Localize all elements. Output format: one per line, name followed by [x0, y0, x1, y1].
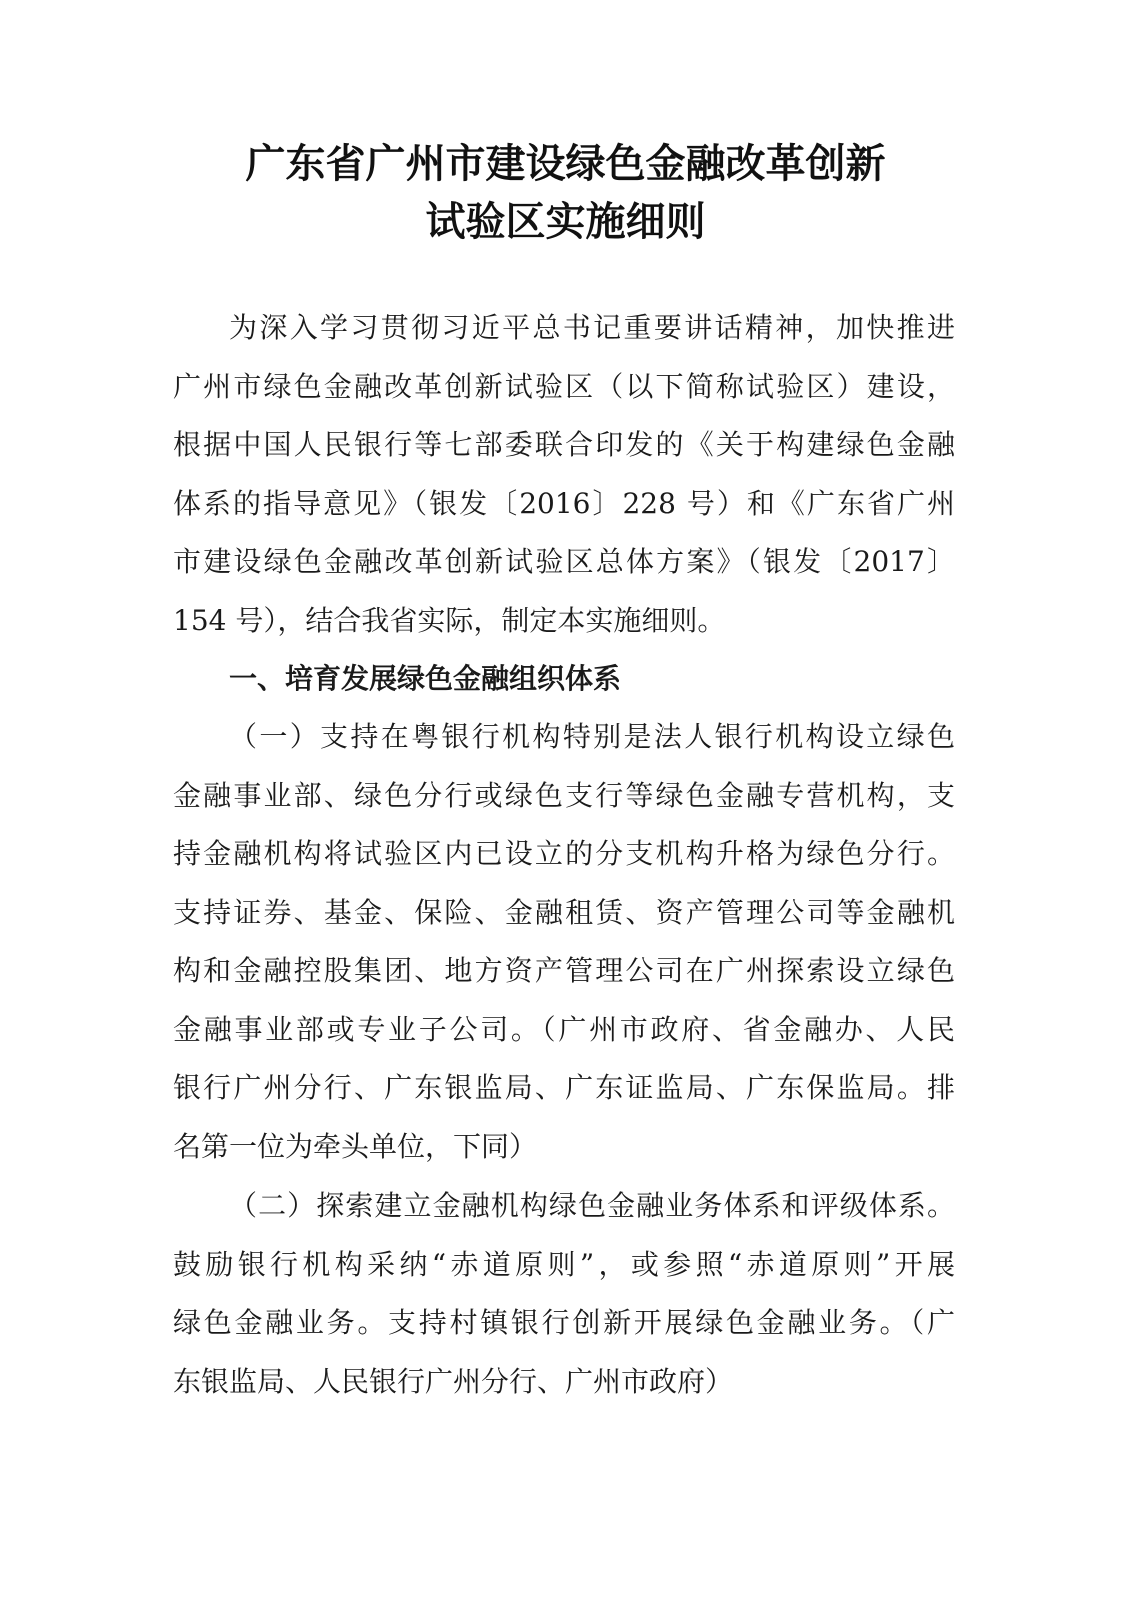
intro-paragraph — [173, 299, 955, 650]
document-title-line-1: 广东省广州市建设绿色金融改革创新 — [245, 140, 886, 187]
section-1-heading: 一、培育发展绿色金融组织体系 — [229, 662, 622, 695]
item-1-line: 持金融机构将试验区内已设立的分支机构升格为绿色分行。 — [173, 837, 955, 870]
document-title-line-2: 试验区实施细则 — [425, 198, 706, 245]
section-1-item-2 — [173, 1177, 955, 1411]
item-1-line: 金融事业部或专业子公司。（广州市政府、省金融办、人民 — [173, 1012, 955, 1046]
section-1-item-1 — [173, 708, 955, 1176]
intro-line: 根据中国人民银行等七部委联合印发的《关于构建绿色金融 — [173, 428, 955, 461]
item-1-line: 构和金融控股集团、地方资产管理公司在广州探索设立绿色 — [173, 954, 955, 987]
section-1-heading-block — [173, 650, 955, 709]
intro-line: 市建设绿色金融改革创新试验区总体方案》（银发〔2017〕 — [173, 545, 955, 578]
item-1-line: （一）支持在粤银行机构特别是法人银行机构设立绿色 — [229, 720, 955, 753]
intro-line: 154 号），结合我省实际，制定本实施细则。 — [173, 603, 726, 637]
item-1-line: 名第一位为牵头单位，下同） — [173, 1129, 538, 1163]
intro-line: 为深入学习贯彻习近平总书记重要讲话精神，加快推进 — [229, 311, 955, 344]
item-2-line: 东银监局、人民银行广州分行、广州市政府） — [173, 1364, 734, 1398]
item-2-line: 鼓励银行机构采纳“赤道原则”，或参照“赤道原则”开展 — [173, 1247, 955, 1281]
intro-line: 广州市绿色金融改革创新试验区（以下简称试验区）建设， — [173, 369, 955, 403]
item-1-line: 银行广州分行、广东银监局、广东证监局、广东保监局。排 — [173, 1071, 955, 1104]
intro-line: 体系的指导意见》（银发〔2016〕228 号）和《广东省广州 — [173, 486, 955, 520]
item-1-line: 金融事业部、绿色分行或绿色支行等绿色金融专营机构，支 — [173, 778, 955, 812]
item-2-line: 绿色金融业务。支持村镇银行创新开展绿色金融业务。（广 — [173, 1306, 955, 1339]
item-1-line: 支持证券、基金、保险、金融租赁、资产管理公司等金融机 — [173, 895, 955, 929]
item-2-line: （二）探索建立金融机构绿色金融业务体系和评级体系。 — [229, 1189, 955, 1222]
